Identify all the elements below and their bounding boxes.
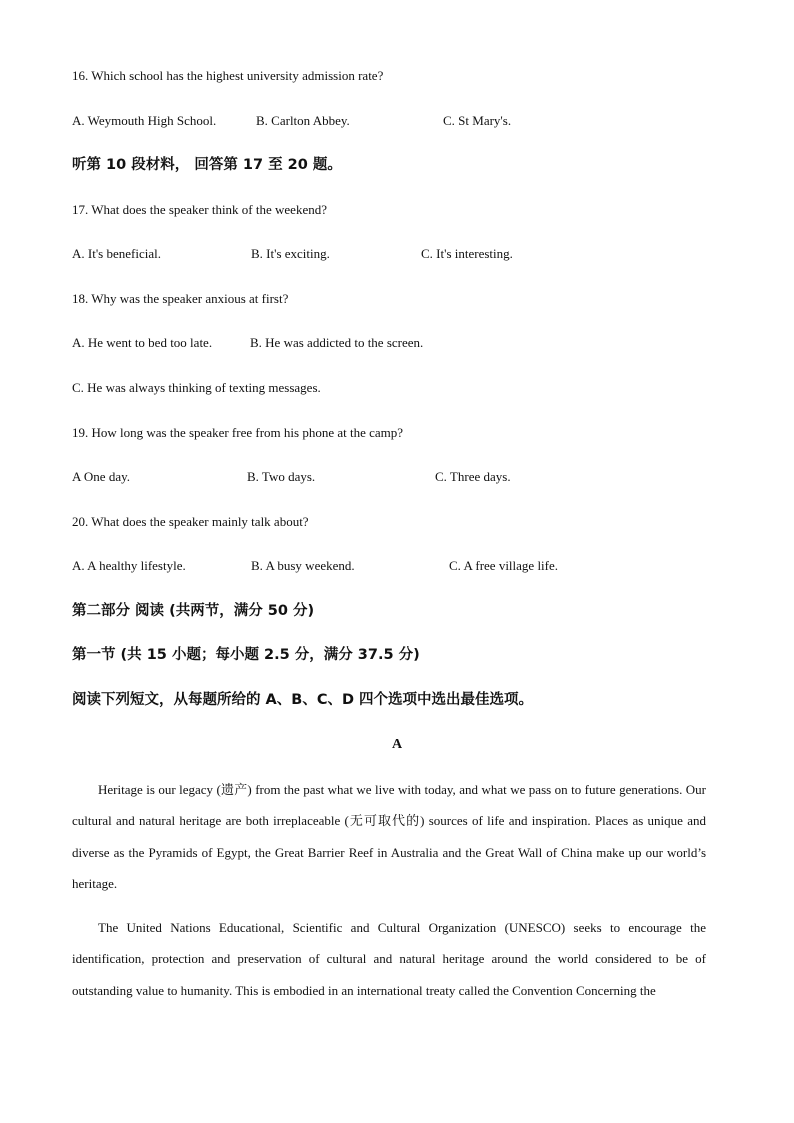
q19-option-c: C. Three days. (435, 469, 511, 484)
section-10-heading: 听第 10 段材料， 回答第 17 至 20 题。 (72, 157, 342, 173)
q18-option-a: A. He went to bed too late. (72, 335, 213, 350)
q17-option-a: A. It's beneficial. (72, 246, 161, 261)
q17-option-b: B. It's exciting. (251, 246, 330, 261)
part-2-heading: 第二部分 阅读 (共两节，满分 50 分) (72, 603, 315, 619)
question-16: 16. Which school has the highest university admission rate? (72, 68, 384, 83)
passage-paragraph-2: The United Nations Educational, Scientific and Cultural Organization (UNESCO) seeks to encourage the identification, protection and preservation of cultural and natural heritage around the world considered to be of outstanding value to humanity. This is embodied in an international treaty called the Convention Concerning the (72, 920, 706, 998)
q16-option-a: A. Weymouth High School. (72, 113, 217, 128)
q16-option-c: C. St Mary's. (443, 113, 512, 128)
q19-option-b: B. Two days. (247, 469, 316, 484)
question-20: 20. What does the speaker mainly talk about? (72, 514, 309, 529)
q18-option-c: C. He was always thinking of texting messages. (72, 380, 321, 395)
q20-option-a: A. A healthy lifestyle. (72, 558, 186, 573)
question-17: 17. What does the speaker think of the weekend? (72, 202, 327, 217)
q19-option-a: A One day. (72, 469, 131, 484)
question-18: 18. Why was the speaker anxious at first? (72, 291, 289, 306)
q18-option-b: B. He was addicted to the screen. (250, 335, 424, 350)
q20-option-c: C. A free village life. (449, 558, 559, 573)
reading-instruction: 阅读下列短文，从每题所给的 A、B、C、D 四个选项中选出最佳选项。 (72, 692, 534, 708)
q16-option-b: B. Carlton Abbey. (256, 113, 350, 128)
q17-option-c: C. It's interesting. (421, 246, 513, 261)
passage-title: A (391, 737, 403, 752)
question-19: 19. How long was the speaker free from his phone at the camp? (72, 425, 404, 440)
section-1-heading: 第一节 (共 15 小题；每小题 2.5 分，满分 37.5 分) (72, 647, 420, 663)
q20-option-b: B. A busy weekend. (251, 558, 355, 573)
passage-paragraph-1: Heritage is our legacy (遗产) from the past what we live with today, and what we pass on to future generations. Our cultural and natural heritage are both irreplaceable (无可取代的) sources of life and inspiration. Places as unique and diverse as the Pyramids of Egypt, the Great Barrier Reef in Australia and the Great Wall of China make up our world’s heritage. (72, 782, 706, 891)
